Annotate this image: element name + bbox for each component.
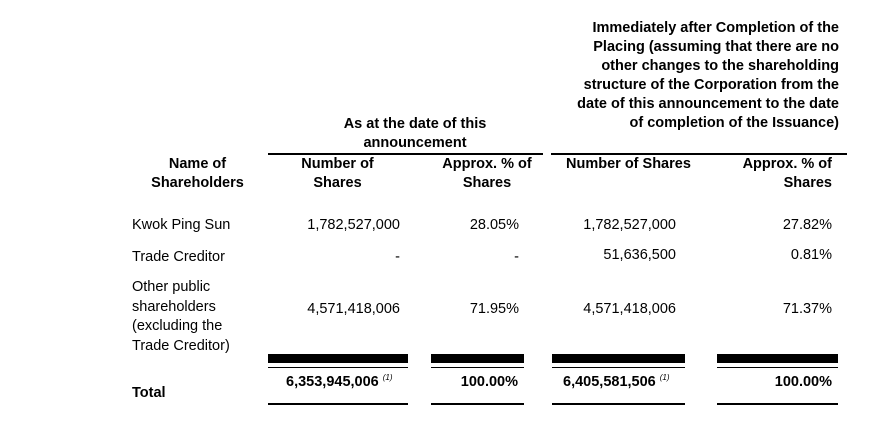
- row-shares-after: 1,782,527,000: [583, 217, 676, 233]
- footnote-marker: (1): [659, 373, 670, 383]
- row-shares-after: 4,571,418,006: [583, 301, 676, 317]
- subtotal-bar-pct-after: [717, 354, 838, 363]
- col-header-shares-after: Number of Shares: [566, 156, 691, 172]
- total-pct-after: 100.00%: [774, 374, 832, 390]
- total-pct-current: 100.00%: [460, 374, 518, 390]
- group-header-current: [310, 115, 520, 153]
- subtotal-bar-shares-after: [552, 354, 685, 363]
- subtotal-rule-shares-after: [552, 367, 685, 368]
- row-name: Trade Creditor: [132, 249, 225, 265]
- col-header-pct-current: Approx. % of Shares: [442, 156, 532, 191]
- row-pct-current: 71.95%: [469, 301, 519, 317]
- subtotal-bar-shares-current: [268, 354, 408, 363]
- total-rule-pct-after: [717, 403, 838, 405]
- row-name: Other public shareholders (excluding the Trade Creditor): [132, 279, 230, 354]
- col-header-pct-after: Approx. % of Shares: [742, 156, 832, 191]
- row-shares-current: 4,571,418,006: [307, 301, 400, 317]
- row-pct-current: -: [514, 249, 519, 265]
- total-shares-after: 6,405,581,506 $^{(1)}$: [563, 373, 670, 390]
- row-shares-current: -: [395, 249, 400, 265]
- footnote-marker: (1): [382, 373, 393, 383]
- col-header-shares-current: Number of Shares: [301, 156, 374, 191]
- total-rule-shares-current: [268, 403, 408, 405]
- total-rule-shares-after: [552, 403, 685, 405]
- row-pct-current: 28.05%: [469, 217, 519, 233]
- col-header-name: Name of Shareholders: [151, 156, 244, 191]
- group-header-current-text: As at the date of this announcement: [343, 116, 487, 151]
- total-rule-pct-current: [431, 403, 524, 405]
- row-pct-after: 27.82%: [782, 217, 832, 233]
- group-header-after: [560, 19, 839, 133]
- subtotal-rule-pct-current: [431, 367, 524, 368]
- row-pct-after: 71.37%: [782, 301, 832, 317]
- row-shares-current: 1,782,527,000: [307, 217, 400, 233]
- total-shares-current: 6,353,945,006 $^{(1)}$: [286, 373, 393, 390]
- row-name: Kwok Ping Sun: [132, 217, 231, 233]
- row-shares-after: 51,636,500: [603, 247, 676, 263]
- group-header-after-text: Immediately after Completion of the Placing (assuming that there are no other changes to the shareholding structure of the Corporation from the date of this announcement to the date of completion of the Issuance): [577, 20, 839, 131]
- total-label: Total: [132, 385, 166, 401]
- subtotal-rule-pct-after: [717, 367, 838, 368]
- subtotal-bar-pct-current: [431, 354, 524, 363]
- subtotal-rule-shares-current: [268, 367, 408, 368]
- row-pct-after: 0.81%: [790, 247, 832, 263]
